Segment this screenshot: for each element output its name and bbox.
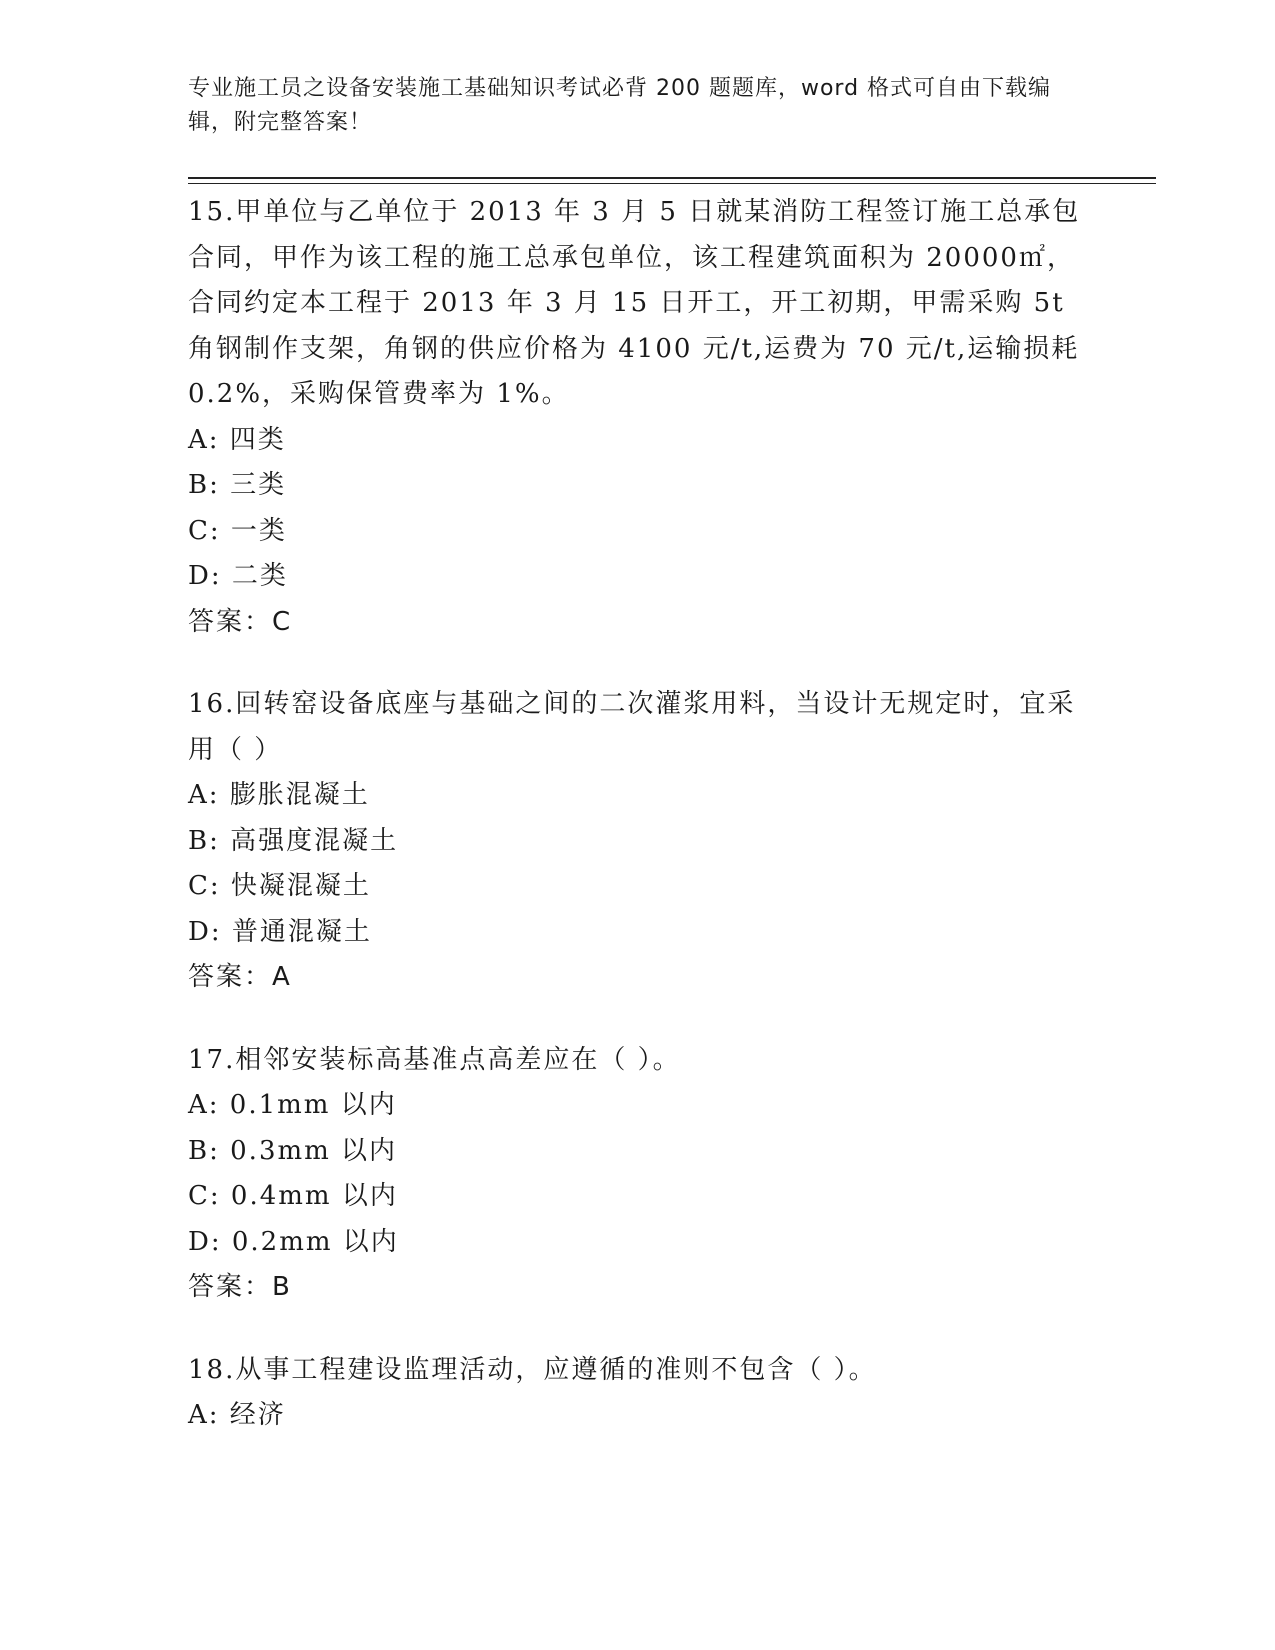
option-a: A: 四类 bbox=[188, 424, 286, 455]
option-d: D: 普通混凝土 bbox=[188, 916, 372, 947]
option-d: D: 0.2mm 以内 bbox=[188, 1226, 399, 1257]
option-a: A: 膨胀混凝土 bbox=[188, 780, 370, 810]
option-b: B: 高强度混凝土 bbox=[188, 825, 399, 856]
option-c: C: 快凝混凝土 bbox=[188, 871, 371, 901]
option-a: A: 0.1mm 以内 bbox=[188, 1090, 397, 1120]
option-b: B: 0.3mm 以内 bbox=[188, 1135, 398, 1166]
question-15 bbox=[188, 190, 1088, 645]
question-text: 15.甲单位与乙单位于 2013 年 3 月 5 日就某消防工程签订施工总承包合同，甲作为该工程的施工总承包单位，该工程建筑面积为 20000㎡，合同约定本工程于 2013 年 3 月 15 日开工，开工初期，甲需采购 5t 角钢制作支架，角钢的供应价格为 4100 元/t,运费为 70 元/t,运输损耗 0.2%，采购保管费率为 1%。 bbox=[188, 197, 1090, 409]
question-18 bbox=[188, 1348, 1088, 1439]
question-text: 16.回转窑设备底座与基础之间的二次灌浆用料，当设计无规定时，宜采用（ ） bbox=[188, 689, 1076, 765]
answer: 答案：A bbox=[188, 962, 292, 992]
answer: 答案：B bbox=[188, 1272, 292, 1302]
option-c: C: 一类 bbox=[188, 515, 287, 546]
answer: 答案：C bbox=[188, 606, 293, 637]
question-text: 17.相邻安装标高基准点高差应在（ ）。 bbox=[188, 1044, 681, 1075]
question-16 bbox=[188, 682, 1088, 1001]
option-d: D: 二类 bbox=[188, 561, 288, 591]
header-divider-thin bbox=[188, 183, 1156, 184]
question-text: 18.从事工程建设监理活动，应遵循的准则不包含（ ）。 bbox=[188, 1354, 877, 1385]
option-c: C: 0.4mm 以内 bbox=[188, 1181, 398, 1211]
question-17 bbox=[188, 1038, 1088, 1311]
document-header: 专业施工员之设备安装施工基础知识考试必背 200 题题库，word 格式可自由下载编辑，附完整答案！ bbox=[188, 76, 1052, 135]
question-list bbox=[188, 190, 1088, 1476]
option-b: B: 三类 bbox=[188, 470, 287, 500]
option-a: A: 经济 bbox=[188, 1400, 286, 1430]
header-divider-thick bbox=[188, 177, 1156, 179]
